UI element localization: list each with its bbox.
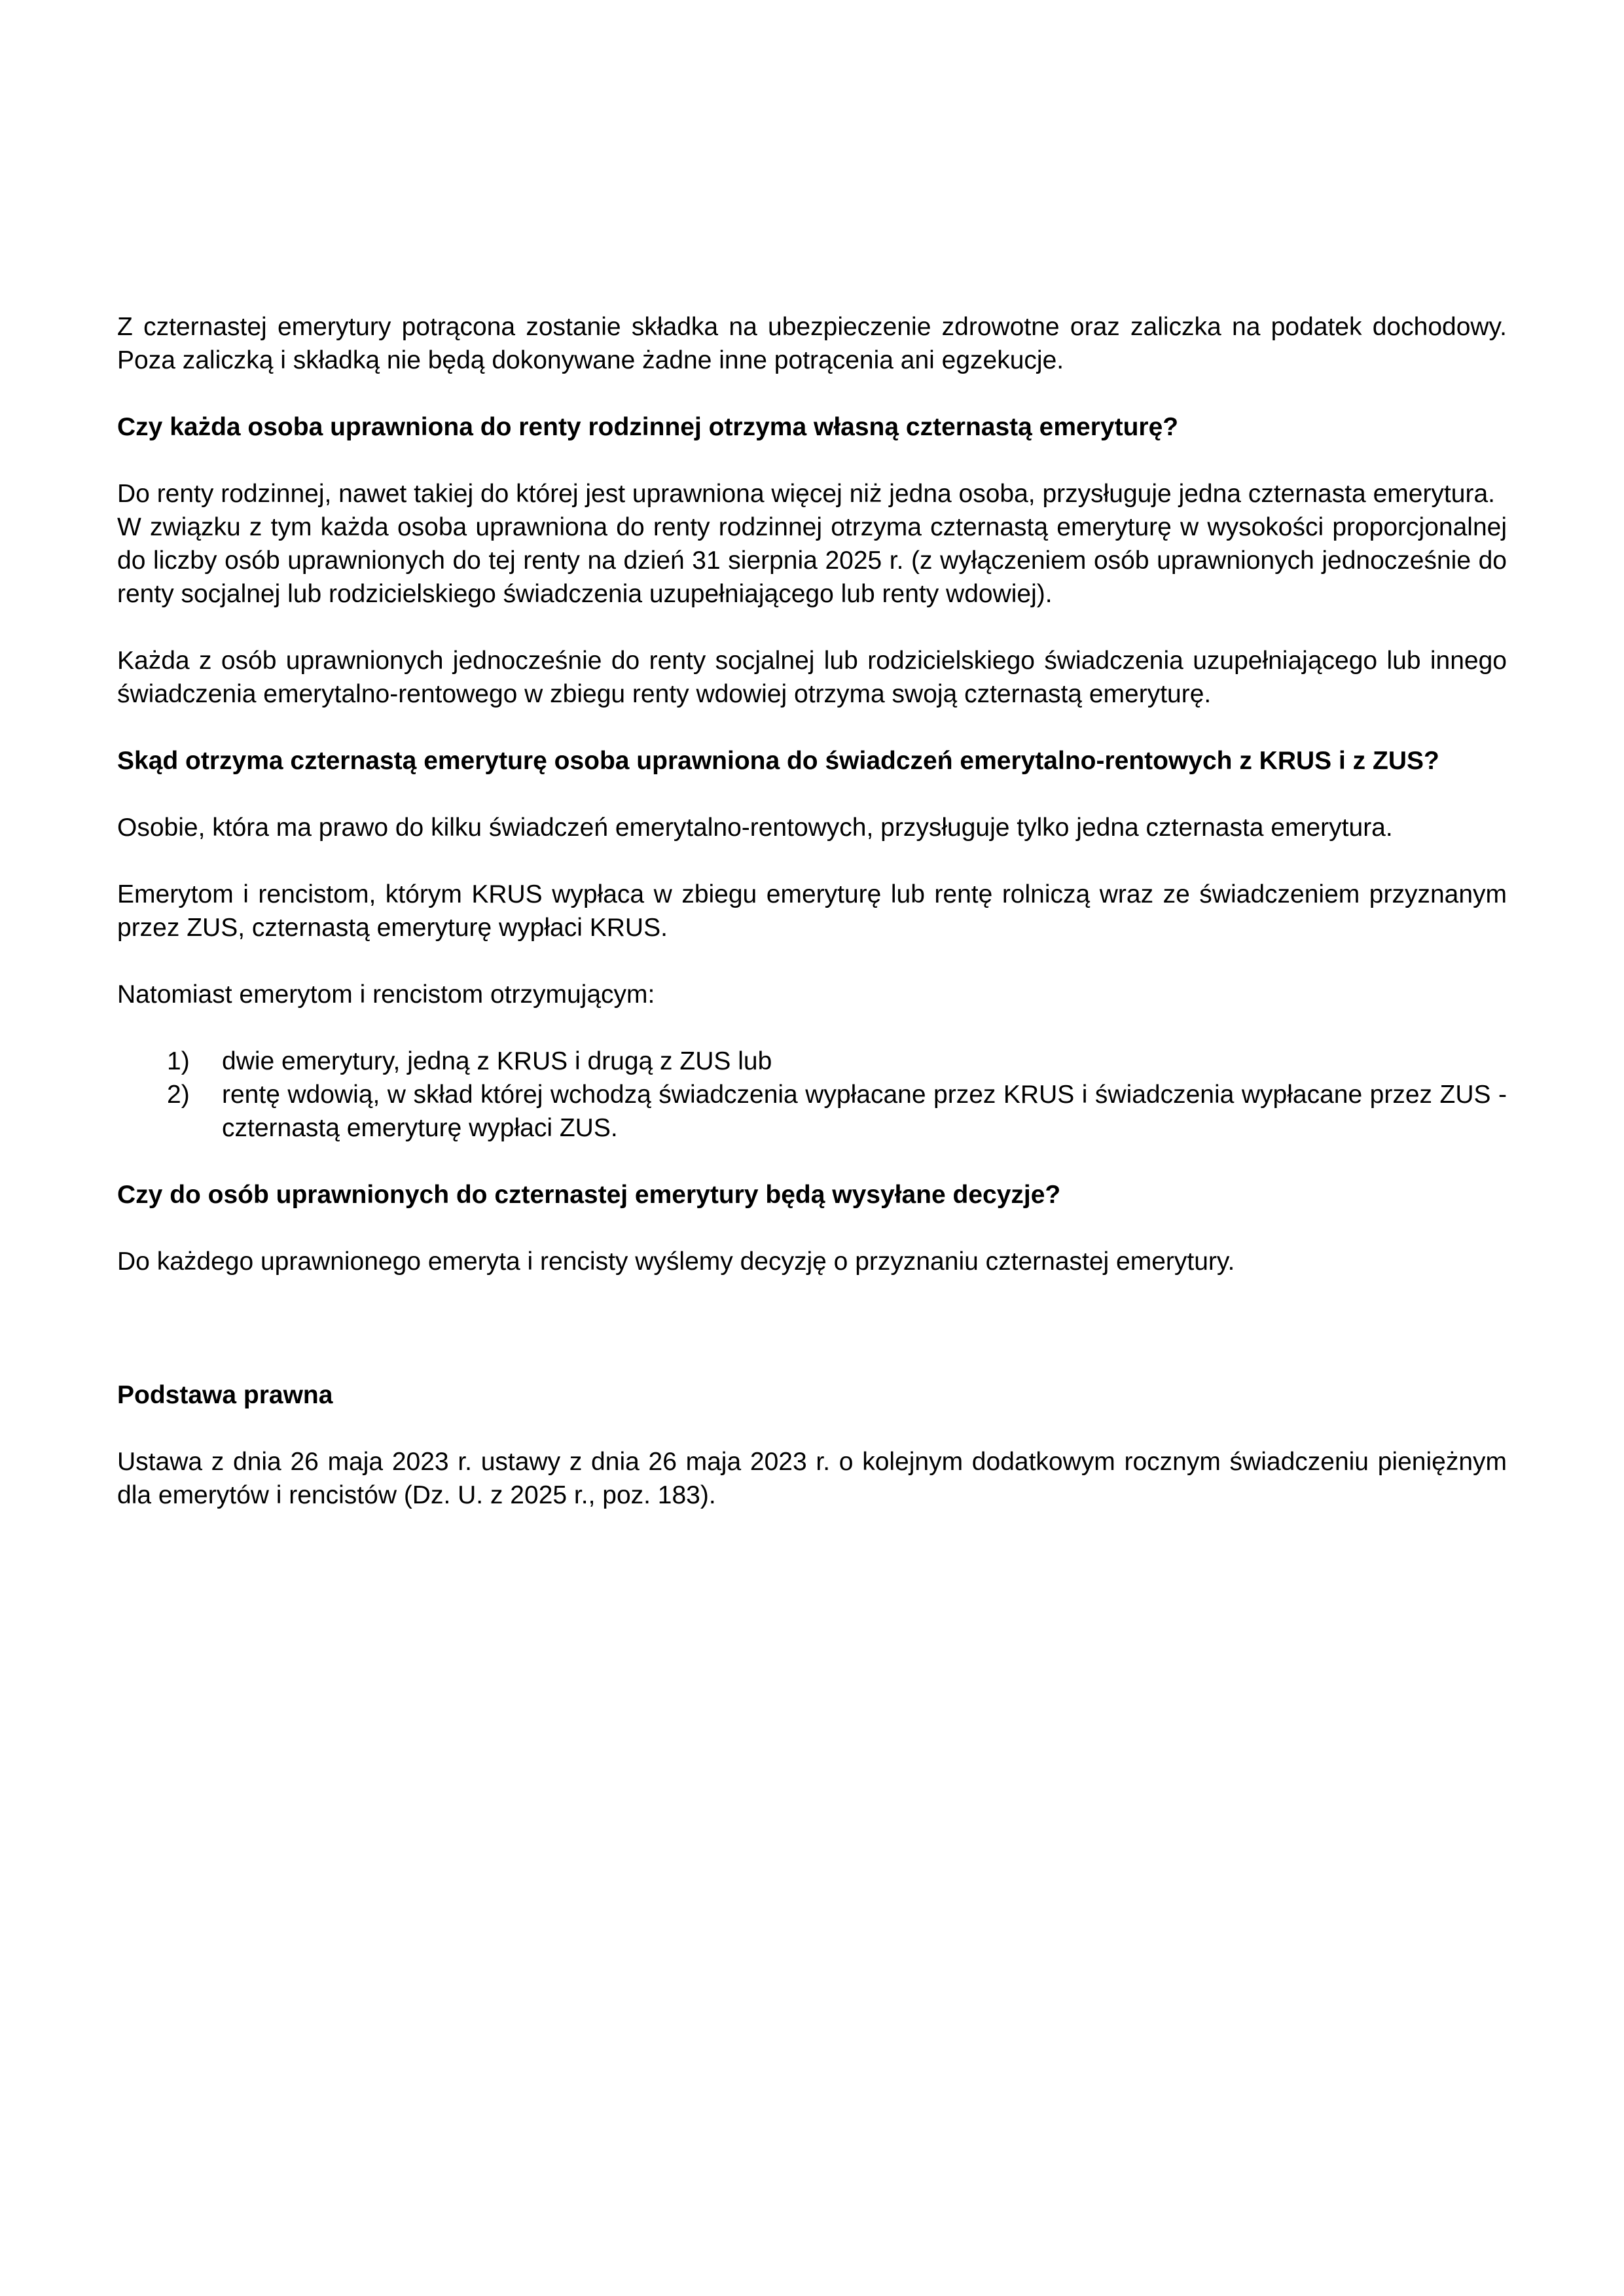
paragraph-krus-pays: Emerytom i rencistom, którym KRUS wypłaca w zbiegu emeryturę lub rentę rolniczą wraz ze świadczeniem przyznanym przez ZUS, czternastą emeryturę wypłaci KRUS. <box>117 880 1507 942</box>
heading-legal-basis: Podstawa prawna <box>117 1381 333 1409</box>
list-item-text: rentę wdowią, w skład której wchodzą świadczenia wypłacane przez KRUS i świadczenia wypłacane przez ZUS - czternastą emeryturę wypłaci ZUS. <box>222 1081 1507 1142</box>
heading-krus-zus: Skąd otrzyma czternastą emeryturę osoba uprawniona do świadczeń emerytalno-rentowych z KRUS i z ZUS? <box>117 747 1439 775</box>
paragraph-list-intro: Natomiast emerytom i rencistom otrzymującym: <box>117 980 655 1009</box>
paragraph-single-pension: Osobie, która ma prawo do kilku świadczeń emerytalno-rentowych, przysługuje tylko jedna czternasta emerytura. <box>117 814 1393 842</box>
spacer <box>117 611 1507 644</box>
spacer <box>117 377 1507 410</box>
paragraph-legal-basis: Ustawa z dnia 26 maja 2023 r. ustawy z dnia 26 maja 2023 r. o kolejnym dodatkowym rocznym świadczeniu pieniężnym dla emerytów i rencistów (Dz. U. z 2025 r., poz. 183). <box>117 1448 1507 1509</box>
heading-family-pension: Czy każda osoba uprawniona do renty rodzinnej otrzyma własną czternastą emeryturę? <box>117 413 1179 441</box>
numbered-list <box>117 1045 1507 1145</box>
heading-decisions: Czy do osób uprawnionych do czternastej emerytury będą wysyłane decyzje? <box>117 1181 1061 1209</box>
list-item <box>117 1045 1507 1078</box>
paragraph-family-pension-one: Do renty rodzinnej, nawet takiej do której jest uprawniona więcej niż jedna osoba, przysługuje jedna czternasta emerytura. <box>117 480 1495 508</box>
spacer <box>117 1412 1507 1445</box>
spacer <box>117 778 1507 811</box>
list-item <box>117 1078 1507 1145</box>
paragraph-deductions: Z czternastej emerytury potrącona zostanie składka na ubezpieczenie zdrowotne oraz zaliczka na podatek dochodowy. Poza zaliczką i składką nie będą dokonywane żadne inne potrącenia ani egzekucje. <box>117 313 1507 374</box>
spacer <box>117 944 1507 978</box>
spacer <box>117 444 1507 477</box>
spacer <box>117 1145 1507 1178</box>
spacer <box>117 1211 1507 1245</box>
spacer <box>117 1278 1507 1378</box>
paragraph-family-pension-proportional: W związku z tym każda osoba uprawniona do renty rodzinnej otrzyma czternastą emeryturę w wysokości proporcjonalnej do liczby osób uprawnionych do tej renty na dzień 31 sierpnia 2025 r. (z wyłączeniem osób uprawnionych jednocześnie do renty socjalnej lub rodzicielskiego świadczenia uzupełniającego lub renty wdowiej). <box>117 513 1507 608</box>
list-item-number: 1) <box>167 1047 190 1075</box>
paragraph-decisions: Do każdego uprawnionego emeryta i rencisty wyślemy decyzję o przyznaniu czternastej emerytury. <box>117 1247 1235 1276</box>
document-page <box>117 310 1507 1512</box>
spacer <box>117 844 1507 878</box>
spacer <box>117 1011 1507 1045</box>
paragraph-widow-pension: Każda z osób uprawnionych jednocześnie do renty socjalnej lub rodzicielskiego świadczenia uzupełniającego lub innego świadczenia emerytalno-rentowego w zbiegu renty wdowiej otrzyma swoją czternastą emeryturę. <box>117 647 1507 708</box>
list-item-number: 2) <box>167 1081 190 1109</box>
list-item-text: dwie emerytury, jedną z KRUS i drugą z ZUS lub <box>222 1047 772 1075</box>
spacer <box>117 711 1507 744</box>
